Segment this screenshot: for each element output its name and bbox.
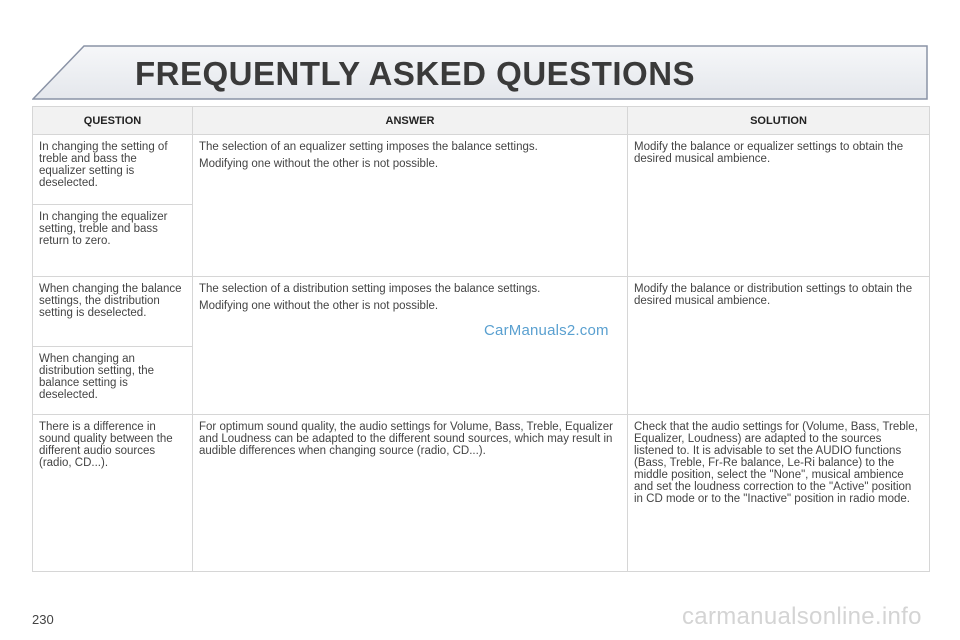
solution-cell: Check that the audio settings for (Volume, Bass, Treble, Equalizer, Loudness) are adapted to the sources listened to. It is advisable to set the AUDIO functions (Bass, Treble, Fr-Re balance, Le-Ri balance) to the middle position, select the "None", musical ambience and set the loudness correction to the "Active" position in CD mode or to the "Inactive" position in radio mode. — [628, 415, 930, 572]
answer-cell — [193, 415, 628, 572]
column-header-solution: SOLUTION — [628, 107, 930, 135]
page-number: 230 — [32, 612, 54, 627]
table-row — [33, 277, 930, 347]
question-cell: When changing an distribution setting, the balance setting is deselected. — [33, 347, 193, 415]
question-cell: In changing the equalizer setting, treble and bass return to zero. — [33, 205, 193, 277]
answer-paragraph: Modifying one without the other is not possible. — [199, 158, 439, 170]
answer-cell — [193, 135, 628, 277]
answer-paragraph: The selection of an equalizer setting imposes the balance settings. — [199, 141, 538, 153]
solution-cell: Modify the balance or distribution settings to obtain the desired musical ambience. — [628, 277, 930, 415]
faq-table — [32, 106, 930, 572]
question-cell: There is a difference in sound quality between the different audio sources (radio, CD...). — [33, 415, 193, 572]
answer-paragraph: The selection of a distribution setting imposes the balance settings. — [199, 283, 541, 295]
answer-paragraph: Modifying one without the other is not possible. — [199, 300, 439, 312]
watermark-site: CarManuals2.com — [484, 322, 609, 339]
column-header-answer: ANSWER — [193, 107, 628, 135]
solution-cell: Modify the balance or equalizer settings to obtain the desired musical ambience. — [628, 135, 930, 277]
watermark-footer: carmanualsonline.info — [682, 603, 922, 630]
table-row — [33, 135, 930, 205]
table-row — [33, 415, 930, 572]
answer-cell — [193, 277, 628, 415]
column-header-question: QUESTION — [33, 107, 193, 135]
answer-paragraph: For optimum sound quality, the audio settings for Volume, Bass, Treble, Equalizer and Loudness can be adapted to the different sound sources, which may result in audible differences when changing source (radio, CD...). — [199, 421, 613, 457]
table-header-row — [33, 107, 930, 135]
question-cell: In changing the setting of treble and bass the equalizer setting is deselected. — [33, 135, 193, 205]
question-cell: When changing the balance settings, the distribution setting is deselected. — [33, 277, 193, 347]
page-title: FREQUENTLY ASKED QUESTIONS — [135, 55, 696, 92]
